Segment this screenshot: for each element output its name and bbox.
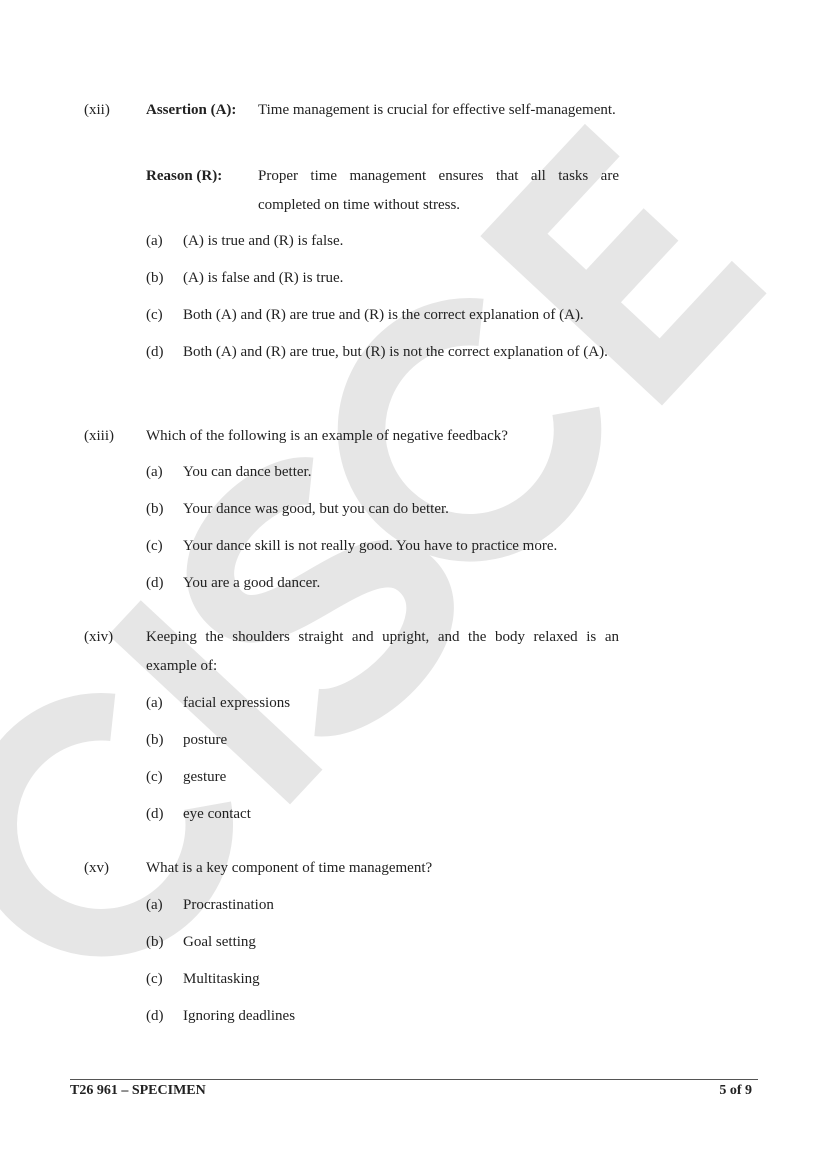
option-label: (d) [146,575,164,591]
question-number: (xv) [84,860,109,876]
option-text: facial expressions [183,695,291,711]
page-number: 5 of 9 [719,1083,752,1098]
option-text: (A) is false and (R) is true. [183,270,344,286]
reason-text: Proper time management ensures that all tasks are completed on time without stress. [258,168,619,213]
option-label: (b) [146,270,164,286]
option-text: Your dance skill is not really good. You have to practice more. [183,538,558,554]
option-label: (c) [146,971,163,987]
option-label: (c) [146,538,163,554]
question-stem: What is a key component of time management? [146,860,433,876]
question-number: (xiii) [84,428,114,444]
option-label: (c) [146,769,163,785]
option-text: gesture [183,769,227,785]
option-text: Goal setting [183,934,256,950]
option-text: You can dance better. [183,464,312,480]
option-text: eye contact [183,806,251,822]
option-text: Multitasking [183,971,260,987]
option-text: posture [183,732,228,748]
option-text: Ignoring deadlines [183,1008,296,1024]
option-text: (A) is true and (R) is false. [183,233,344,249]
option-label: (d) [146,1008,164,1024]
option-label: (b) [146,732,164,748]
option-label: (b) [146,501,164,517]
option-label: (d) [146,806,164,822]
option-text: Both (A) and (R) are true and (R) is the correct explanation of (A). [183,307,584,323]
option-label: (a) [146,897,163,913]
question-number: (xiv) [84,629,114,645]
option-label: (a) [146,464,163,480]
option-text: Your dance was good, but you can do better. [183,501,449,517]
question-stem: Which of the following is an example of negative feedback? [146,428,508,444]
option-label: (a) [146,695,163,711]
option-text: Both (A) and (R) are true, but (R) is not the correct explanation of (A). [183,344,608,360]
assertion-text: Time management is crucial for effective self-management. [258,102,616,118]
option-text: You are a good dancer. [183,575,321,591]
question-number: (xii) [84,102,110,118]
option-label: (c) [146,307,163,323]
option-label: (d) [146,344,164,360]
assertion-label: Assertion (A): [146,102,237,118]
option-label: (a) [146,233,163,249]
paper-code: T26 961 – SPECIMEN [70,1083,206,1098]
footer-divider [70,1079,758,1080]
question-stem: Keeping the shoulders straight and upright, and the body relaxed is an example of: [146,629,619,674]
reason-label: Reason (R): [146,168,223,184]
option-label: (b) [146,934,164,950]
option-text: Procrastination [183,897,274,913]
